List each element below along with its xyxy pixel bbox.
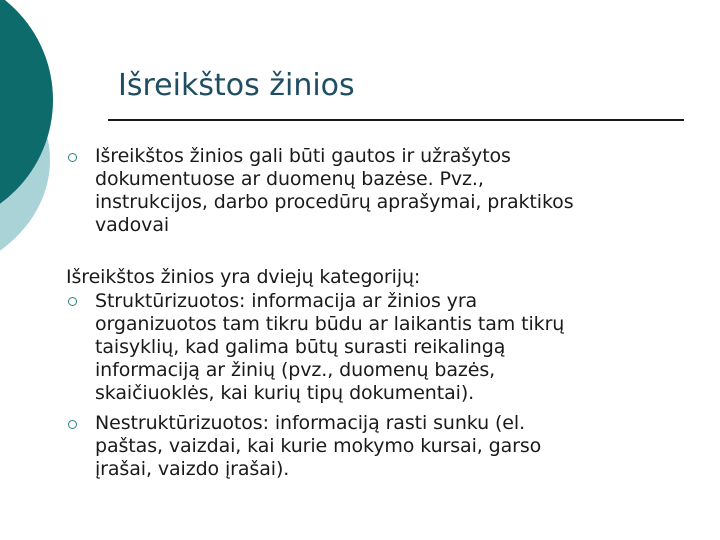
slide-title: Išreikštos žinios <box>118 68 355 103</box>
text-line: organizuotos tam tikru būdu ar laikantis tam tikrų <box>95 313 565 335</box>
text-line: Nestruktūrizuotos: informaciją rasti sunku (el. <box>95 412 526 434</box>
title-underline <box>108 119 684 121</box>
bullet-circle-icon <box>68 420 77 429</box>
bullet-paragraph-3 <box>95 412 541 481</box>
decorative-circles <box>0 0 80 300</box>
text-line: dokumentuose ar duomenų bazėse. Pvz., <box>95 168 484 190</box>
intro-text: Išreikštos žinios yra dviejų kategorijų: <box>66 266 421 288</box>
bullet-circle-icon <box>68 153 77 162</box>
text-line: informaciją ar žinių (pvz., duomenų bazės, <box>95 359 496 381</box>
text-line: įrašai, vaizdo įrašai). <box>95 458 290 480</box>
text-line: paštas, vaizdai, kai kurie mokymo kursai, garso <box>95 435 542 457</box>
bullet-paragraph-1 <box>95 145 574 237</box>
bullet-paragraph-2 <box>95 290 564 405</box>
text-line: Struktūrizuotos: informacija ar žinios yra <box>95 290 478 312</box>
text-line: Išreikštos žinios gali būti gautos ir užrašytos <box>95 145 511 167</box>
text-line: skaičiuoklės, kai kurių tipų dokumentai). <box>95 382 475 404</box>
bullet-circle-icon <box>68 297 77 306</box>
text-line: vadovai <box>95 214 170 236</box>
text-line: instrukcijos, darbo procedūrų aprašymai, praktikos <box>95 191 574 213</box>
text-line: taisyklių, kad galima būtų surasti reikalingą <box>95 336 506 358</box>
